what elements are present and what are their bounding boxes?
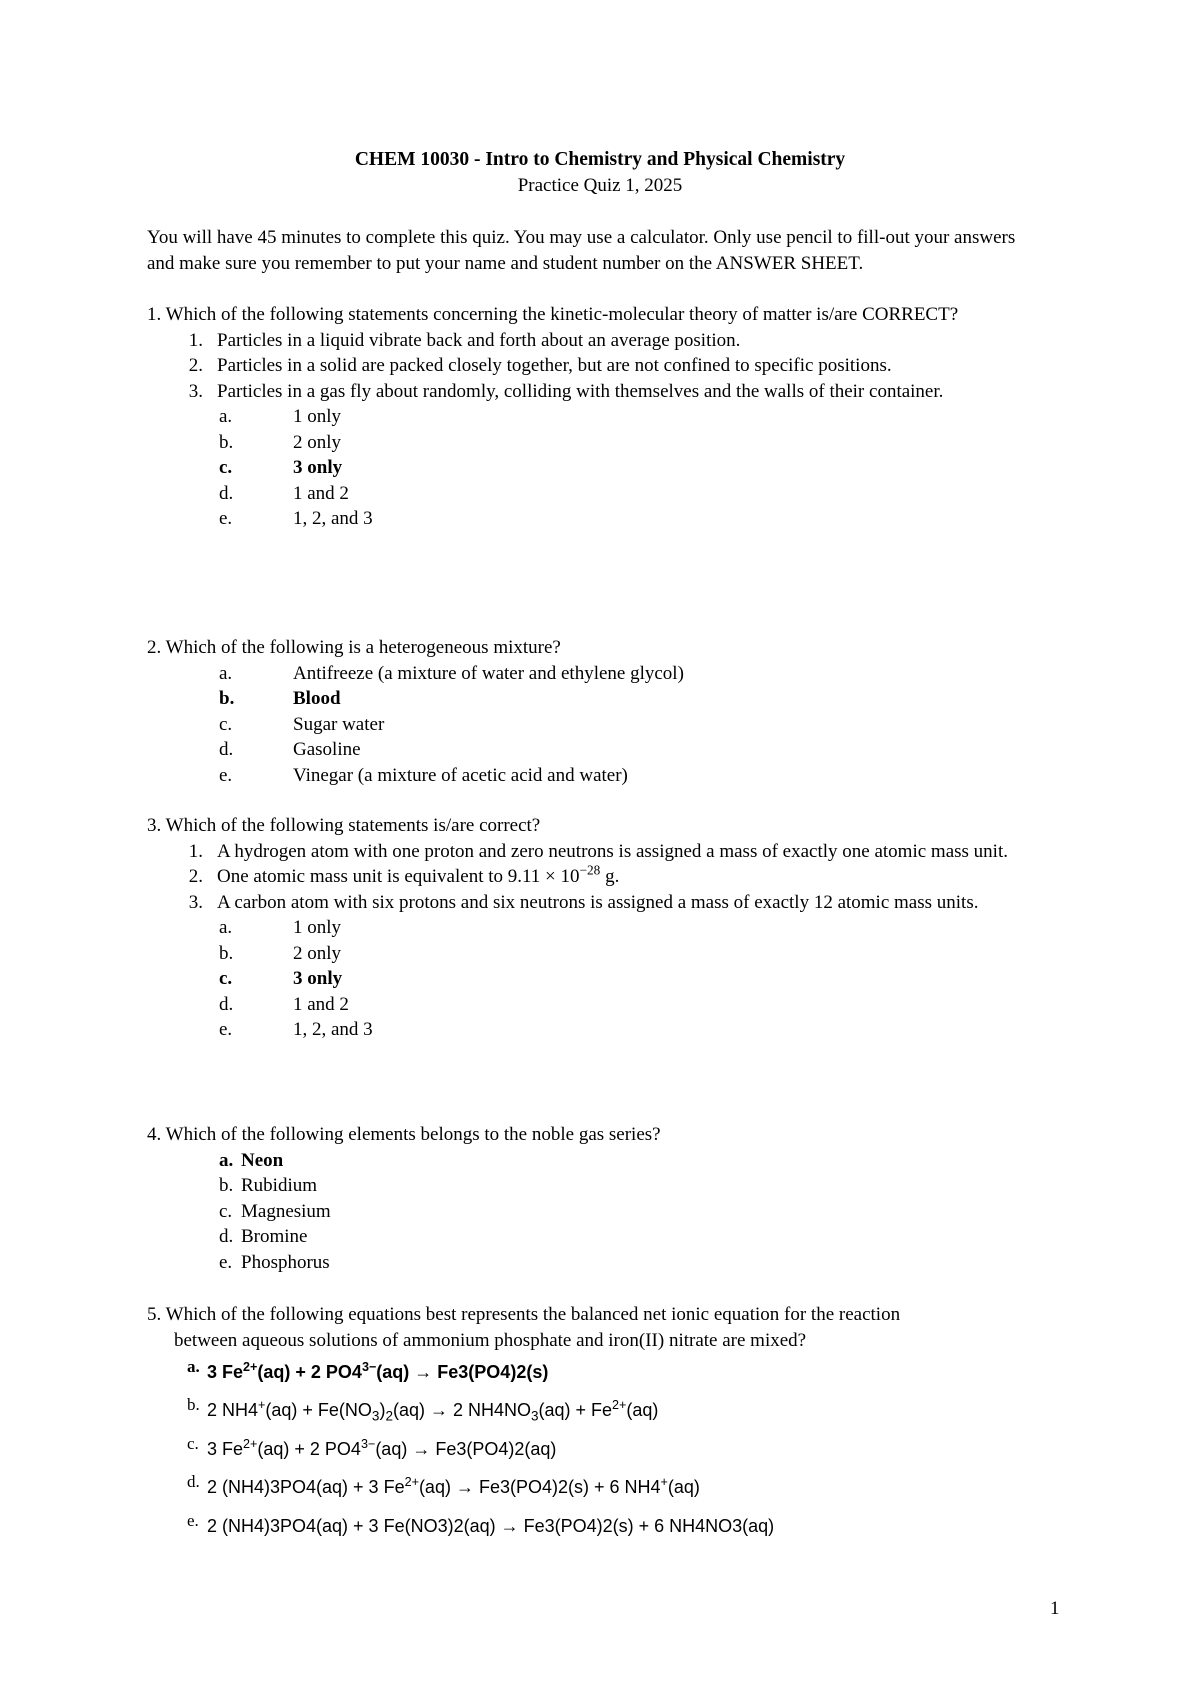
answer-option xyxy=(147,481,1057,507)
statement-text: A carbon atom with six protons and six neutrons is assigned a mass of exactly 12 atomic mass units. xyxy=(217,891,979,913)
answer-option xyxy=(147,430,1057,456)
statement-number: 3. xyxy=(188,891,203,913)
subscript: 3 xyxy=(531,1408,539,1424)
option-letter: d. xyxy=(187,1472,200,1491)
statement-item xyxy=(147,839,1057,865)
option-letter: e. xyxy=(219,1251,233,1273)
equation-part: (aq) → Fe3(PO4)2(aq) xyxy=(375,1438,557,1459)
equation-part: (aq) + 2 PO4 xyxy=(257,1438,361,1459)
question-text: 4. Which of the following elements belongs to the noble gas series? xyxy=(147,1124,661,1145)
answer-option-correct xyxy=(147,686,1057,712)
option-text: Vinegar (a mixture of acetic acid and water) xyxy=(293,764,628,786)
option-letter: b. xyxy=(219,688,235,709)
statement-item xyxy=(147,379,1057,405)
equation xyxy=(207,1514,774,1540)
answer-option xyxy=(147,1469,1057,1508)
charge: 2+ xyxy=(612,1398,627,1412)
answer-option-correct xyxy=(147,455,1057,481)
equation-part: (aq) → Fe3(PO4)2(s) + 6 NH4 xyxy=(418,1477,661,1497)
equation-part: (aq) xyxy=(667,1477,700,1497)
option-letter: c. xyxy=(219,457,233,478)
answer-option xyxy=(147,1173,1057,1199)
option-letter: a. xyxy=(219,406,233,427)
subscript: 3 xyxy=(371,1408,380,1424)
option-letter: b. xyxy=(219,431,234,453)
question-4 xyxy=(147,1122,1057,1275)
equation-part: 2 (NH4)3PO4(aq) + 3 Fe xyxy=(207,1477,405,1497)
equation-part: ) xyxy=(379,1400,386,1420)
equation-part: (aq) → 2 NH4NO xyxy=(392,1400,531,1420)
statement-text-pre: One atomic mass unit is equivalent to 9.11 × 10 xyxy=(217,866,580,887)
option-text: 1 only xyxy=(293,917,342,938)
option-text: Magnesium xyxy=(241,1200,331,1222)
equation xyxy=(207,1437,556,1463)
option-text: Gasoline xyxy=(293,739,361,760)
option-text: 1 and 2 xyxy=(293,993,349,1015)
statement-number: 3. xyxy=(188,380,203,402)
option-text: 1 and 2 xyxy=(293,482,349,504)
equation-part: 2 (NH4)3PO4(aq) + 3 Fe(NO3)2(aq) → Fe3(PO4)2(s) + 6 NH4NO3(aq) xyxy=(207,1515,775,1536)
statement-item xyxy=(147,328,1057,354)
statement-item xyxy=(147,353,1057,379)
option-letter: a. xyxy=(219,662,233,684)
question-5 xyxy=(147,1302,1057,1546)
option-letter: d. xyxy=(219,993,234,1015)
question-text: 5. Which of the following equations best represents the balanced net ionic equation for the reaction xyxy=(147,1304,901,1325)
answer-option-correct xyxy=(147,966,1057,992)
equation-part: 3 Fe xyxy=(207,1361,244,1382)
equation-part: (aq) xyxy=(626,1400,659,1420)
answer-option xyxy=(147,737,1057,763)
charge: + xyxy=(258,1398,266,1412)
equation-part: 2 NH4 xyxy=(207,1400,259,1420)
option-letter: e. xyxy=(219,508,233,529)
exponent: −28 xyxy=(579,862,601,878)
subscript: 2 xyxy=(385,1408,393,1424)
statement-item xyxy=(147,890,1057,916)
option-text: 1, 2, and 3 xyxy=(293,508,373,529)
statement-number: 2. xyxy=(188,866,203,887)
answer-option xyxy=(147,941,1057,967)
question-text: 2. Which of the following is a heterogeneous mixture? xyxy=(147,637,561,658)
answer-option xyxy=(147,1224,1057,1250)
statement-number: 2. xyxy=(188,355,203,376)
statement-text: A hydrogen atom with one proton and zero neutrons is assigned a mass of exactly one atomic mass unit. xyxy=(217,840,1008,862)
answer-option xyxy=(147,1250,1057,1276)
charge: 2+ xyxy=(243,1359,258,1374)
charge: 3− xyxy=(360,1436,376,1451)
answer-option xyxy=(147,1392,1057,1431)
statement-text xyxy=(217,864,1057,890)
option-text: Blood xyxy=(293,688,341,709)
answer-option xyxy=(147,661,1057,687)
statement-number: 1. xyxy=(188,840,203,862)
question-3 xyxy=(147,813,1057,1043)
statement-text: Particles in a liquid vibrate back and forth about an average position. xyxy=(217,329,741,351)
answer-option xyxy=(147,1199,1057,1225)
answer-option-correct xyxy=(147,1353,1057,1392)
answer-option xyxy=(147,712,1057,738)
answer-option xyxy=(147,915,1057,941)
answer-option xyxy=(147,1430,1057,1469)
option-text: Neon xyxy=(241,1149,284,1171)
answer-option xyxy=(147,992,1057,1018)
option-text: Bromine xyxy=(241,1226,308,1247)
equation xyxy=(207,1475,700,1501)
answer-option xyxy=(147,404,1057,430)
equation-part: (aq) + 2 PO4 xyxy=(257,1361,362,1382)
option-letter: b. xyxy=(219,1175,234,1196)
option-letter: e. xyxy=(187,1510,199,1530)
option-text: Rubidium xyxy=(241,1175,318,1196)
option-letter: c. xyxy=(219,968,233,989)
equation xyxy=(207,1398,658,1424)
option-letter: e. xyxy=(219,1019,233,1040)
page-number: 1 xyxy=(1050,1598,1060,1619)
statement-text-post: g. xyxy=(600,866,620,887)
answer-option xyxy=(147,1507,1057,1546)
charge: 2+ xyxy=(243,1436,258,1451)
answer-option xyxy=(147,506,1057,532)
option-letter: b. xyxy=(219,942,234,964)
charge: 3− xyxy=(361,1359,377,1374)
option-text: Sugar water xyxy=(293,713,385,735)
instructions: You will have 45 minutes to complete this quiz. You may use a calculator. Only use pencil to fill-out your answers and make sure you remember to put your name and student number on the ANSWER SHEET. xyxy=(147,227,1016,274)
answer-option xyxy=(147,1017,1057,1043)
page-title: CHEM 10030 - Intro to Chemistry and Physical Chemistry xyxy=(354,149,846,170)
statement-item xyxy=(147,864,1057,890)
equation-part: (aq) + Fe xyxy=(538,1400,613,1420)
equation-part: (aq) → Fe3(PO4)2(s) xyxy=(376,1361,549,1382)
option-text: Phosphorus xyxy=(241,1251,330,1273)
option-letter: c. xyxy=(219,713,233,735)
charge: 2+ xyxy=(404,1475,419,1489)
option-letter: d. xyxy=(219,482,234,504)
option-letter: a. xyxy=(219,1149,234,1171)
option-text: 3 only xyxy=(293,457,343,478)
question-text: 1. Which of the following statements concerning the kinetic-molecular theory of matter is/are CORRECT? xyxy=(147,304,959,325)
equation-part: (aq) + Fe(NO xyxy=(265,1400,372,1420)
statement-text: Particles in a gas fly about randomly, colliding with themselves and the walls of their container. xyxy=(217,380,944,402)
equation xyxy=(207,1360,548,1386)
equation-part: 3 Fe xyxy=(207,1438,244,1459)
statement-text: Particles in a solid are packed closely together, but are not confined to specific positions. xyxy=(217,355,892,376)
option-text: 3 only xyxy=(293,968,343,989)
option-text: Antifreeze (a mixture of water and ethylene glycol) xyxy=(293,662,684,684)
option-letter: d. xyxy=(219,1226,234,1247)
option-letter: a. xyxy=(219,917,233,938)
answer-option-correct xyxy=(147,1148,1057,1174)
option-letter: c. xyxy=(187,1433,199,1453)
charge: + xyxy=(660,1475,668,1489)
answer-option xyxy=(147,763,1057,789)
option-text: 2 only xyxy=(293,431,342,453)
option-text: 1, 2, and 3 xyxy=(293,1019,373,1040)
option-letter: e. xyxy=(219,764,233,786)
option-text: 2 only xyxy=(293,942,342,964)
option-letter: d. xyxy=(219,739,234,760)
option-letter: c. xyxy=(219,1200,233,1222)
question-text-continued: between aqueous solutions of ammonium phosphate and iron(II) nitrate are mixed? xyxy=(174,1329,807,1351)
option-letter: a. xyxy=(187,1356,200,1376)
question-1 xyxy=(147,302,1057,532)
question-2 xyxy=(147,635,1057,788)
question-text: 3. Which of the following statements is/are correct? xyxy=(147,815,541,836)
statement-number: 1. xyxy=(188,329,203,351)
option-letter: b. xyxy=(187,1395,200,1414)
page-subtitle: Practice Quiz 1, 2025 xyxy=(517,175,683,196)
option-text: 1 only xyxy=(293,406,342,427)
